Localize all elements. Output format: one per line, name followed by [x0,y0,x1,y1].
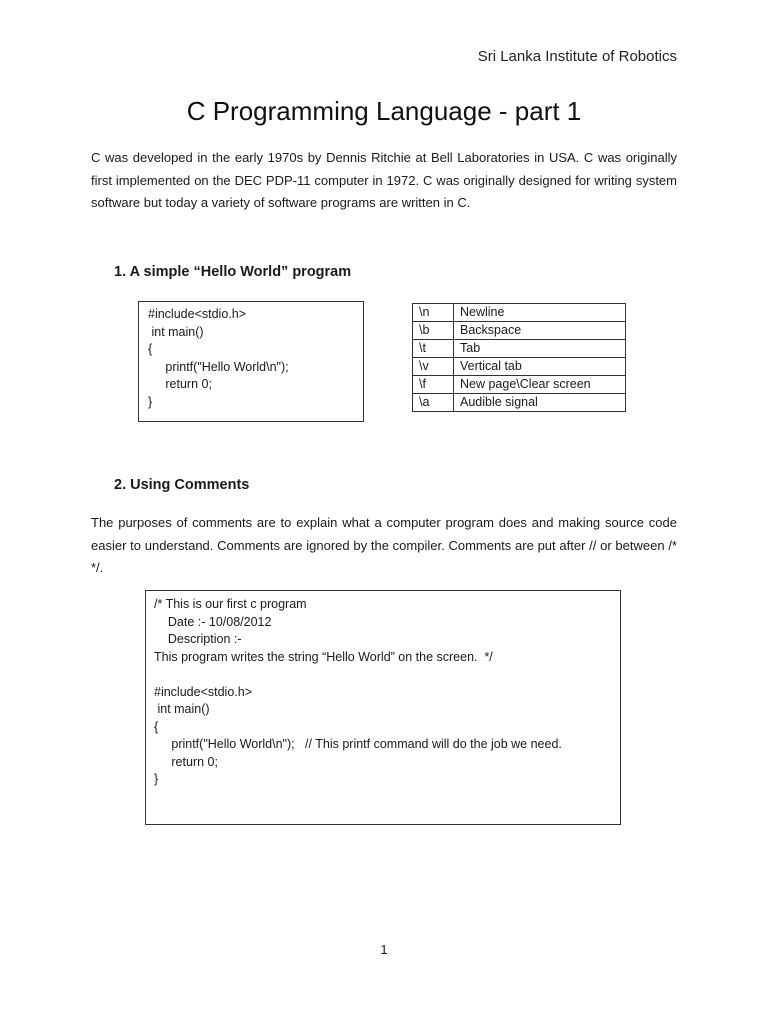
code-line [154,666,612,684]
code-line: } [148,394,153,409]
code-line: /* This is our first c program [154,597,307,611]
code-line: #include<stdio.h> [154,684,252,699]
escape-description-cell: Vertical tab [454,358,626,376]
escape-description-cell: Tab [454,340,626,358]
escape-description-cell: Newline [454,304,626,322]
section-heading-hello-world: 1. A simple “Hello World” program [114,264,352,280]
escape-code-cell: \f [413,376,454,394]
hello-world-code-box [138,301,364,422]
code-line: Date :- 10/08/2012 [154,614,272,629]
code-line: printf("Hello World\n"); [148,359,289,374]
table-row [413,322,626,340]
escape-description-cell: Backspace [454,322,626,340]
table-row [413,358,626,376]
table-row [413,376,626,394]
table-row [413,394,626,412]
escape-code-cell: \v [413,358,454,376]
code-line: int main() [154,702,210,716]
code-line: This program writes the string “Hello World” on the screen. */ [154,649,493,664]
section-heading-comments: 2. Using Comments [114,477,250,493]
comments-code-box [145,590,621,825]
code-line: int main() [148,324,204,339]
code-line: } [154,772,159,786]
header-organization: Sri Lanka Institute of Robotics [477,48,677,65]
code-line: printf("Hello World\n"); // This printf command will do the job we need. [154,737,562,751]
table-row [413,340,626,358]
code-line: return 0; [154,754,218,769]
comments-paragraph: The purposes of comments are to explain what a computer program does and making source code easier to understand. Comments are ignored by the compiler. Comments are put after // or between /* */. [91,515,677,575]
code-line: { [148,342,153,356]
escape-code-cell: \a [413,394,454,412]
code-line: { [154,719,159,734]
intro-paragraph: C was developed in the early 1970s by Dennis Ritchie at Bell Laboratories in USA. C was originally first implemented on the DEC PDP-11 computer in 1972. C was originally designed for writing system software but today a variety of software programs are written in C. [91,150,677,210]
code-line: #include<stdio.h> [148,307,246,321]
escape-description-cell: New page\Clear screen [454,376,626,394]
escape-code-cell: \n [413,304,454,322]
code-line: return 0; [148,377,212,391]
page-number: 1 [380,942,388,957]
escape-code-cell: \b [413,322,454,340]
code-line: Description :- [154,632,242,646]
escape-code-cell: \t [413,340,454,358]
table-row [413,304,626,322]
page-title: C Programming Language - part 1 [186,96,582,126]
escape-sequence-table [412,303,626,412]
escape-description-cell: Audible signal [454,394,626,412]
